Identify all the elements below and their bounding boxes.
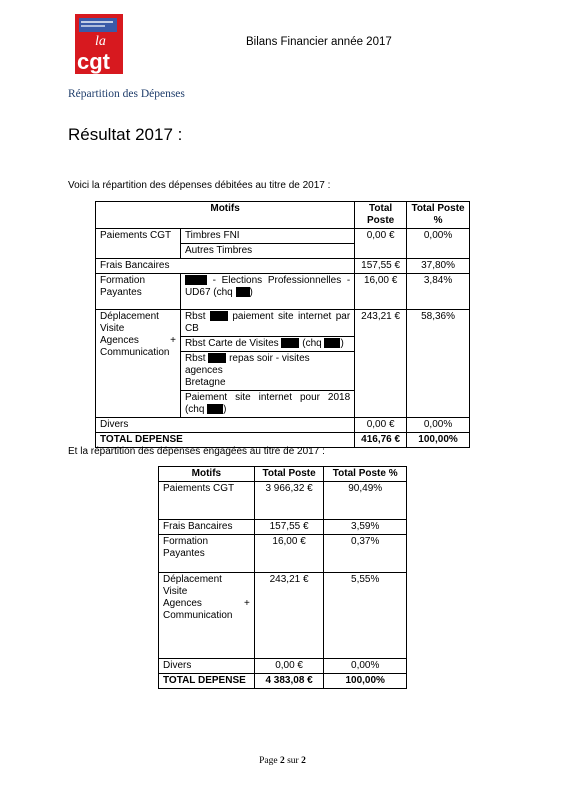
table-header-row	[96, 202, 470, 229]
row-total: 243,21 €	[254, 573, 324, 659]
redaction-block	[236, 287, 250, 297]
svg-text:la: la	[95, 34, 106, 49]
redaction-block	[210, 311, 228, 321]
intro-debited: Voici la répartition des dépenses débitées au titre de 2017 :	[68, 180, 331, 191]
row-label: Formation Payantes	[96, 274, 181, 310]
row-pct: 58,36%	[407, 310, 470, 418]
row-total: 0,00 €	[355, 418, 407, 433]
row-label: Paiements CGT	[159, 482, 255, 520]
engaged-expenses-table	[158, 466, 407, 689]
row-sub: Timbres FNI	[180, 229, 354, 244]
page-footer: Page 2 sur 2	[259, 756, 306, 766]
header-total-pct: Total Poste %	[407, 202, 470, 229]
table-header-row	[159, 467, 407, 482]
row-total: 157,55 €	[254, 520, 324, 535]
header-total-poste: Total Poste	[355, 202, 407, 229]
row-total: 16,00 €	[355, 274, 407, 310]
row-total: 416,76 €	[355, 433, 407, 448]
row-total: 4 383,08 €	[254, 674, 324, 689]
row-desc: - Elections Professionnelles - UD67 (chq )	[180, 274, 354, 310]
row-label: Formation Payantes	[159, 535, 255, 573]
total-row	[159, 674, 407, 689]
row-total: 243,21 €	[355, 310, 407, 418]
table-row	[159, 535, 407, 573]
row-label: TOTAL DEPENSE	[96, 433, 355, 448]
row-label: Déplacement Visite Agences + Communication	[159, 573, 255, 659]
redaction-block	[207, 404, 223, 414]
table-row	[159, 659, 407, 674]
header-motifs: Motifs	[159, 467, 255, 482]
header-motifs: Motifs	[96, 202, 355, 229]
row-total: 0,00 €	[355, 229, 407, 244]
table-row	[96, 274, 470, 310]
table-row	[159, 482, 407, 520]
row-desc: Paiement site internet pour 2018 (chq )	[180, 391, 354, 418]
row-pct: 0,00%	[407, 229, 470, 244]
row-label: Frais Bancaires	[96, 259, 355, 274]
row-pct: 5,55%	[324, 573, 407, 659]
row-pct: 90,49%	[324, 482, 407, 520]
row-pct: 100,00%	[407, 433, 470, 448]
table-row	[96, 418, 470, 433]
row-sub: Autres Timbres	[180, 244, 354, 259]
table-row	[96, 259, 470, 274]
row-pct: 3,59%	[324, 520, 407, 535]
redaction-block	[281, 338, 299, 348]
header-total-poste: Total Poste	[254, 467, 324, 482]
row-total: 157,55 €	[355, 259, 407, 274]
table-row	[159, 520, 407, 535]
row-label: Déplacement Visite Agences + Communication	[96, 310, 181, 418]
section-title: Répartition des Dépenses	[68, 88, 185, 100]
svg-text:cgt: cgt	[77, 49, 110, 74]
row-pct: 3,84%	[407, 274, 470, 310]
row-desc: Rbst Carte de Visites (chq )	[180, 337, 354, 352]
table-row	[159, 573, 407, 659]
redaction-block	[185, 275, 207, 285]
row-total: 3 966,32 €	[254, 482, 324, 520]
result-title: Résultat 2017 :	[68, 125, 183, 144]
row-pct: 37,80%	[407, 259, 470, 274]
row-label: Divers	[96, 418, 355, 433]
cgt-logo	[75, 14, 123, 74]
row-pct: 0,00%	[407, 418, 470, 433]
row-pct: 0,00%	[324, 659, 407, 674]
redaction-block	[324, 338, 340, 348]
row-label: Divers	[159, 659, 255, 674]
row-desc: Rbst repas soir - visites agences Bretagne	[180, 352, 354, 391]
row-label: Frais Bancaires	[159, 520, 255, 535]
table-row	[96, 229, 470, 244]
intro-engaged: Et la répartition des dépenses engagées au titre de 2017 :	[68, 446, 325, 457]
row-pct: 100,00%	[324, 674, 407, 689]
redaction-block	[208, 353, 226, 363]
row-label: TOTAL DEPENSE	[159, 674, 255, 689]
debited-expenses-table	[95, 201, 470, 448]
header-total-pct: Total Poste %	[324, 467, 407, 482]
row-total: 0,00 €	[254, 659, 324, 674]
header-title: Bilans Financier année 2017	[246, 36, 392, 48]
row-desc: Rbst paiement site internet par CB	[180, 310, 354, 337]
row-label: Paiements CGT	[96, 229, 181, 259]
row-pct: 0,37%	[324, 535, 407, 573]
row-total: 16,00 €	[254, 535, 324, 573]
table-row	[96, 310, 470, 337]
